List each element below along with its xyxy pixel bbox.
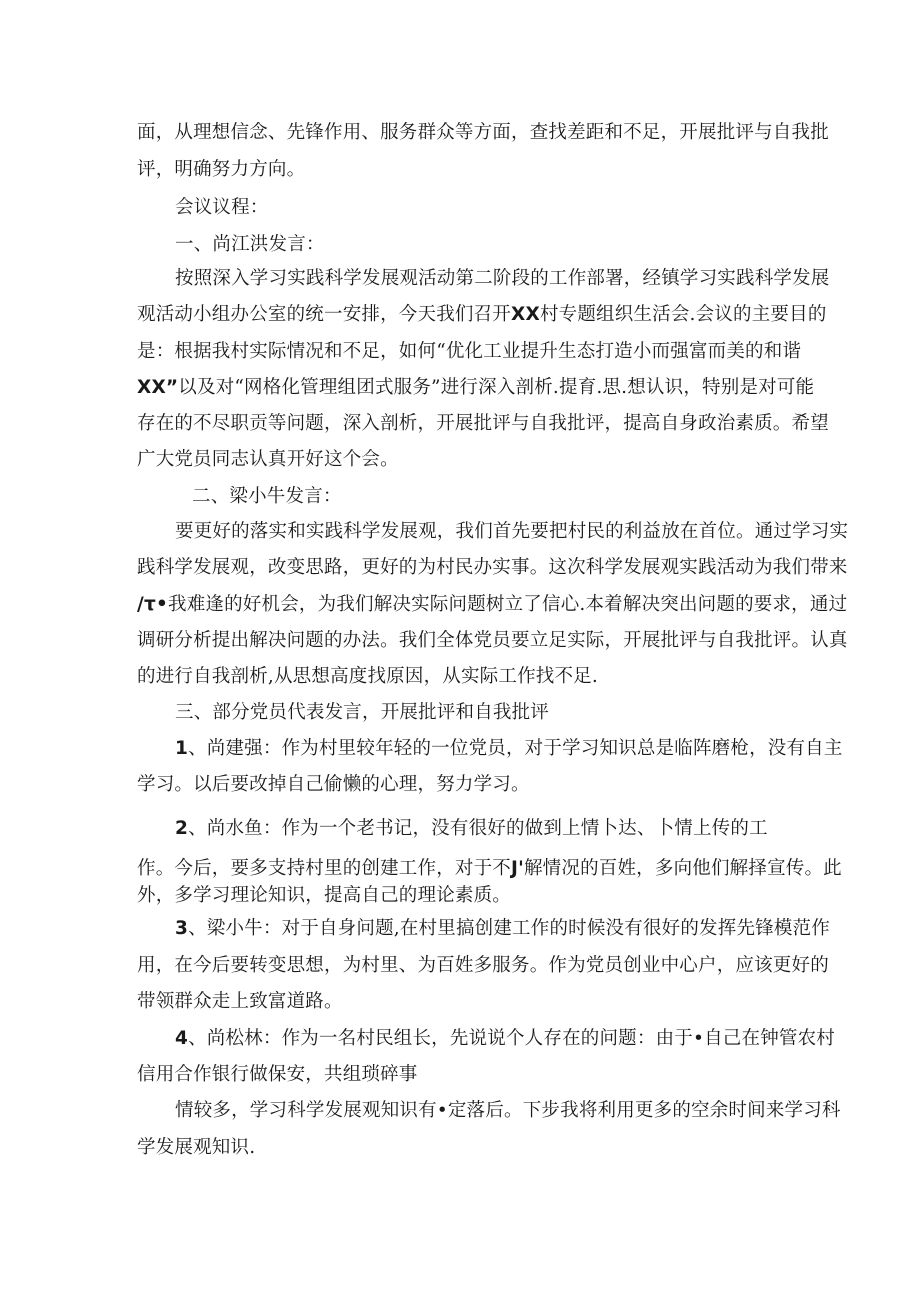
text-line: [175, 817, 815, 841]
section-heading: 三、部分党员代表发言，开展批评和自我批评: [175, 702, 550, 723]
text-line: 学发展观知识.: [137, 1137, 256, 1158]
text-segment: 观活动小组办公室的统一安排，今天我们召开: [137, 304, 512, 325]
text-line: [175, 917, 830, 941]
text-segment: 、梁小牛：对于自身问题,在村里搞创建工作的时候没有很好的发挥先锋模范作: [188, 918, 830, 939]
item-number: 3: [175, 918, 189, 939]
text-line: 的进行自我剖析,从思想高度找原因，从实际工作找不足.: [137, 666, 598, 687]
text-line: 用，在今后要转变思想，为村里、为百姓多服务。作为党员创业中心户，应该更好的: [137, 955, 829, 976]
text-line: 带领群众走上致富道路。: [137, 991, 343, 1012]
text-line: 按照深入学习实践科学发展观活动第二阶段的工作部署，经镇学习实践科学发展: [175, 268, 830, 289]
text-line: 存在的不尽职贡等问题，深入剖析，开展批评与自我批评，提高自身政治素质。希望: [137, 413, 829, 434]
text-line: 广大党员同志认真开好这个会。: [137, 449, 399, 470]
text-line: [137, 303, 827, 327]
text-segment: 我难逢的好机会，为我们解决实际问题树立了信心.本着解决突出问题的要求，通过: [168, 594, 848, 615]
text-line: 外，多学习理论知识，提高自己的理论素质。: [137, 885, 512, 906]
item-number: 4: [175, 1028, 189, 1049]
text-line: 评，明确努力方向。: [137, 159, 306, 180]
text-segment: 以及对“网格化管理组团式服务”进行深入剖析.提育.思.想认识，特别是对可能: [178, 377, 815, 398]
text-line: 信用合作银行做保安，共组琐碎事: [137, 1064, 418, 1085]
placeholder-text: XX: [511, 304, 540, 325]
text-segment: 、尚建强：作为村里较年轻的一位党员，对于学习知识总是临阵磨枪，没有自主: [188, 738, 843, 759]
text-segment: 解情况的百姓，多向他们解择宣传。此: [523, 858, 842, 879]
text-segment: 作。今后，要多支持村里的创建工作，对于不: [137, 858, 512, 879]
text-segment: 、尚松林：作为一名村民组长，先说说个人存在的问题：由于•自己在钟管农村: [188, 1028, 835, 1049]
text-line: 调研分析提出解决问题的办法。我们全体党员要立足实际，开展批评与自我批评。认真: [137, 630, 848, 651]
text-line: 是：根据我村实际情况和不足，如何“优化工业提升生态打造小而强富而美的和谐: [137, 341, 802, 362]
text-line: 要更好的落实和实践科学发展观，我们首先要把村民的利益放在首位。通过学习实: [175, 521, 849, 542]
section-heading: 二、梁小牛发言：: [192, 486, 342, 507]
text-line: 情较多，学习科学发展观知识有•定落后。下步我将利用更多的空余时间来学习科: [175, 1100, 841, 1121]
item-number: 2: [175, 818, 189, 839]
placeholder-text: XX”: [137, 377, 179, 398]
text-line: [175, 737, 843, 761]
text-line: 面，从理想信念、先锋作用、服务群众等方面，查找差距和不足，开展批评与自我批: [137, 122, 829, 143]
text-segment: 、尚水鱼：作为一个老书记，没有很好的做到上情卜达、卜情上传的工: [188, 818, 768, 839]
section-heading: 一、尚江洪发言：: [175, 234, 325, 255]
section-heading: 会议议程：: [175, 197, 269, 218]
garbled-text: /τ•: [137, 594, 168, 615]
text-line: 践科学发展观，改变思路，更好的为村民办实事。这次科学发展观实践活动为我们带来: [137, 557, 848, 578]
text-line: [137, 593, 848, 617]
garbled-text: J': [511, 858, 524, 879]
text-line: [137, 857, 842, 881]
text-line: 学习。以后要改掉自己偷懒的心理，努力学习。: [137, 774, 530, 795]
text-line: [137, 376, 815, 400]
text-segment: 村专题组织生活会.会议的主要目的: [539, 304, 827, 325]
text-line: [175, 1027, 835, 1051]
item-number: 1: [175, 738, 189, 759]
